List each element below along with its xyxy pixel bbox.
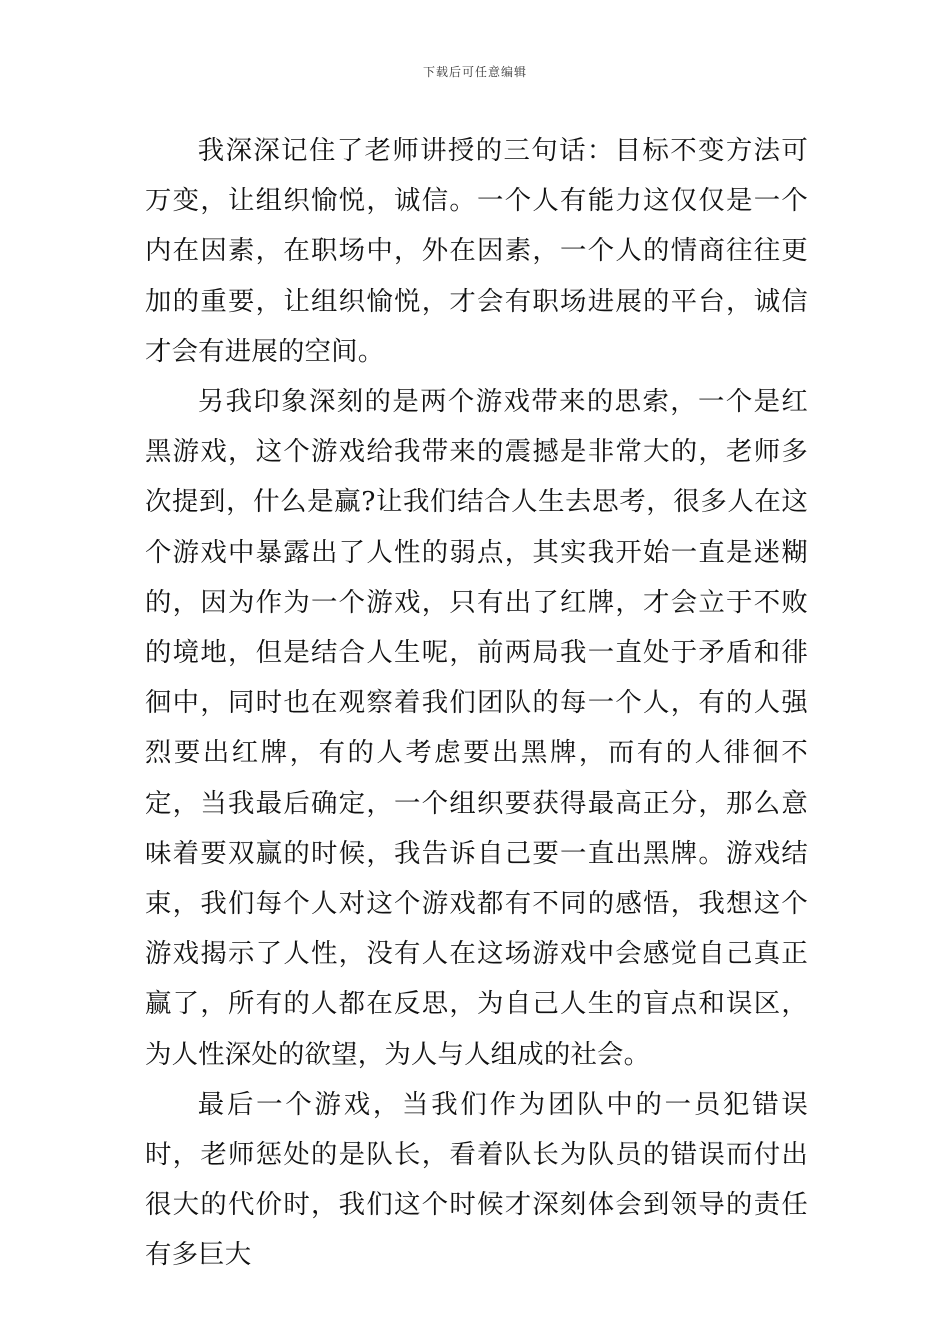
body-text xyxy=(145,126,808,1281)
paragraph-2: 另我印象深刻的是两个游戏带来的思索，一个是红黑游戏，这个游戏给我带来的震撼是非常大的，老师多次提到，什么是赢?让我们结合人生去思考，很多人在这个游戏中暴露出了人性的弱点，其实我开始一直是迷糊的，因为作为一个游戏，只有出了红牌，才会立于不败的境地，但是结合人生呢，前两局我一直处于矛盾和徘徊中，同时也在观察着我们团队的每一个人，有的人强烈要出红牌，有的人考虑要出黑牌，而有的人徘徊不定，当我最后确定，一个组织要获得最高正分，那么意味着要双赢的时候，我告诉自己要一直出黑牌。游戏结束，我们每个人对这个游戏都有不同的感悟，我想这个游戏揭示了人性，没有人在这场游戏中会感觉自己真正赢了，所有的人都在反思，为自己人生的盲点和误区，为人性深处的欲望，为人与人组成的社会。 xyxy=(145,386,808,1070)
page-header: 下载后可任意编辑 xyxy=(422,65,527,79)
paragraph-3: 最后一个游戏，当我们作为团队中的一员犯错误时，老师惩处的是队长，看着队长为队员的错误而付出很大的代价时，我们这个时候才深刻体会到领导的责任有多巨大 xyxy=(145,1088,808,1271)
paragraph-1: 我深深记住了老师讲授的三句话：目标不变方法可万变，让组织愉悦，诚信。一个人有能力这仅仅是一个内在因素，在职场中，外在因素，一个人的情商往往更加的重要，让组织愉悦，才会有职场进展的平台，诚信才会有进展的空间。 xyxy=(145,135,808,367)
